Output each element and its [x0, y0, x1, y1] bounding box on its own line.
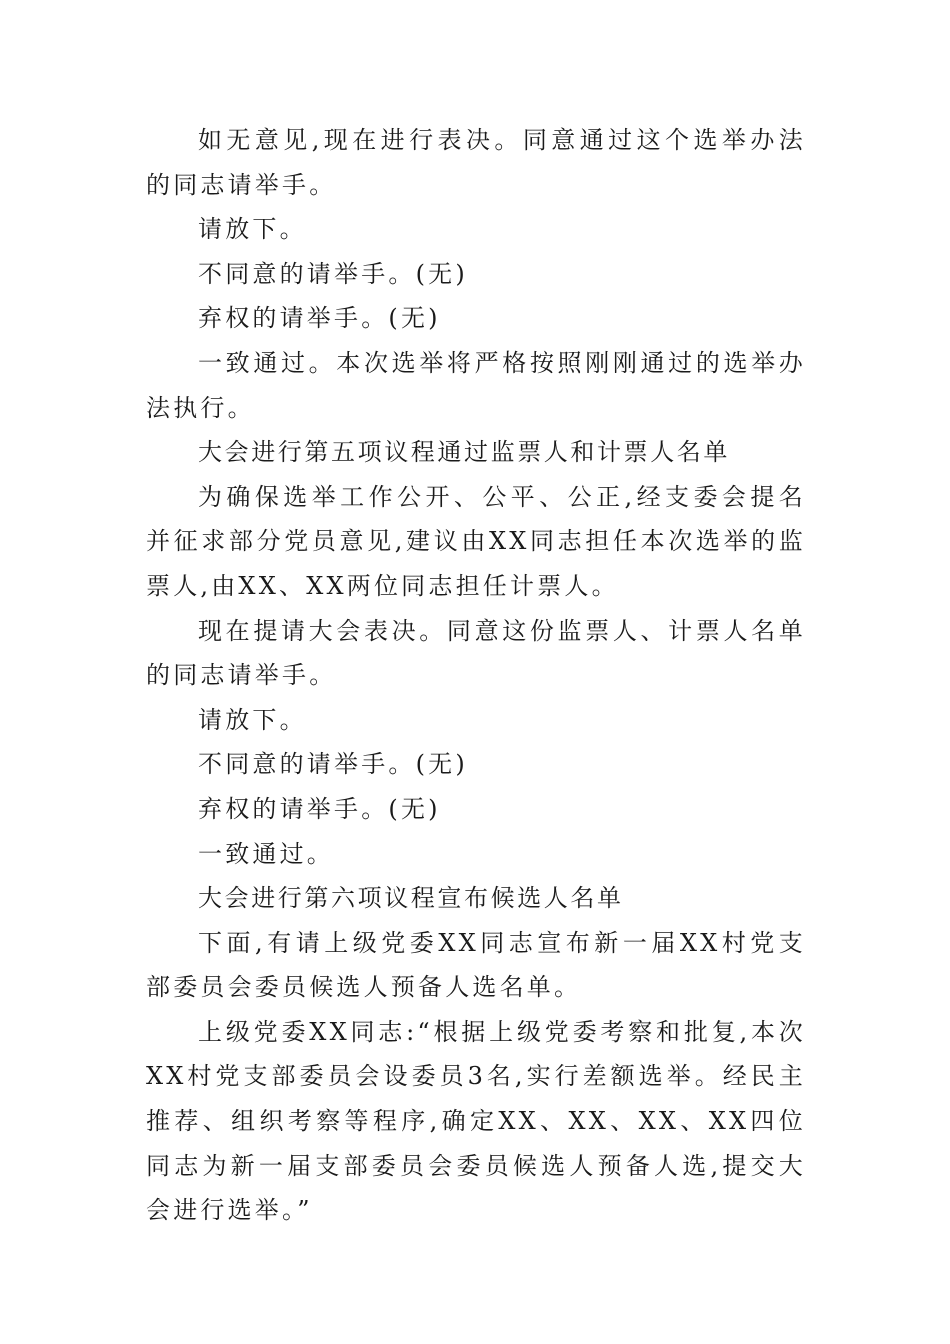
- paragraph-candidate-announcement: 下面,有请上级党委XX同志宣布新一届XX村党支部委员会委员候选人预备人选名单。: [146, 928, 806, 1002]
- paragraph-scrutineer-vote: 现在提请大会表决。同意这份监票人、计票人名单的同志请举手。: [146, 616, 806, 690]
- paragraph-scrutineer-proposal: 为确保选举工作公开、公平、公正,经支委会提名并征求部分党员意见,建议由XX同志担任本次选举的监票人,由XX、XX两位同志担任计票人。: [146, 482, 806, 600]
- paragraph-candidate-quote: 上级党委XX同志:“根据上级党委考察和批复,本次XX村党支部委员会设委员3名,实行差额选举。经民主推荐、组织考察等程序,确定XX、XX、XX、XX四位同志为新一届支部委员会委员候选人预备人选,提交大会进行选举。”: [146, 1017, 806, 1225]
- section-heading-agenda-5: 大会进行第五项议程通过监票人和计票人名单: [198, 438, 730, 467]
- document-body: [146, 118, 806, 1233]
- section-heading-agenda-6: 大会进行第六项议程宣布候选人名单: [198, 884, 624, 913]
- paragraph-hands-down: 请放下。: [198, 215, 307, 244]
- paragraph-unanimous-method: 一致通过。本次选举将严格按照刚刚通过的选举办法执行。: [146, 348, 806, 422]
- paragraph-abstain: 弃权的请举手。(无): [198, 304, 441, 333]
- paragraph-oppose-2: 不同意的请举手。(无): [198, 750, 468, 779]
- paragraph-hands-down-2: 请放下。: [198, 705, 307, 734]
- paragraph-voting-intro: 如无意见,现在进行表决。同意通过这个选举办法的同志请举手。: [146, 126, 806, 199]
- paragraph-unanimous: 一致通过。: [198, 839, 334, 868]
- paragraph-oppose: 不同意的请举手。(无): [198, 259, 468, 288]
- paragraph-abstain-2: 弃权的请举手。(无): [198, 794, 441, 823]
